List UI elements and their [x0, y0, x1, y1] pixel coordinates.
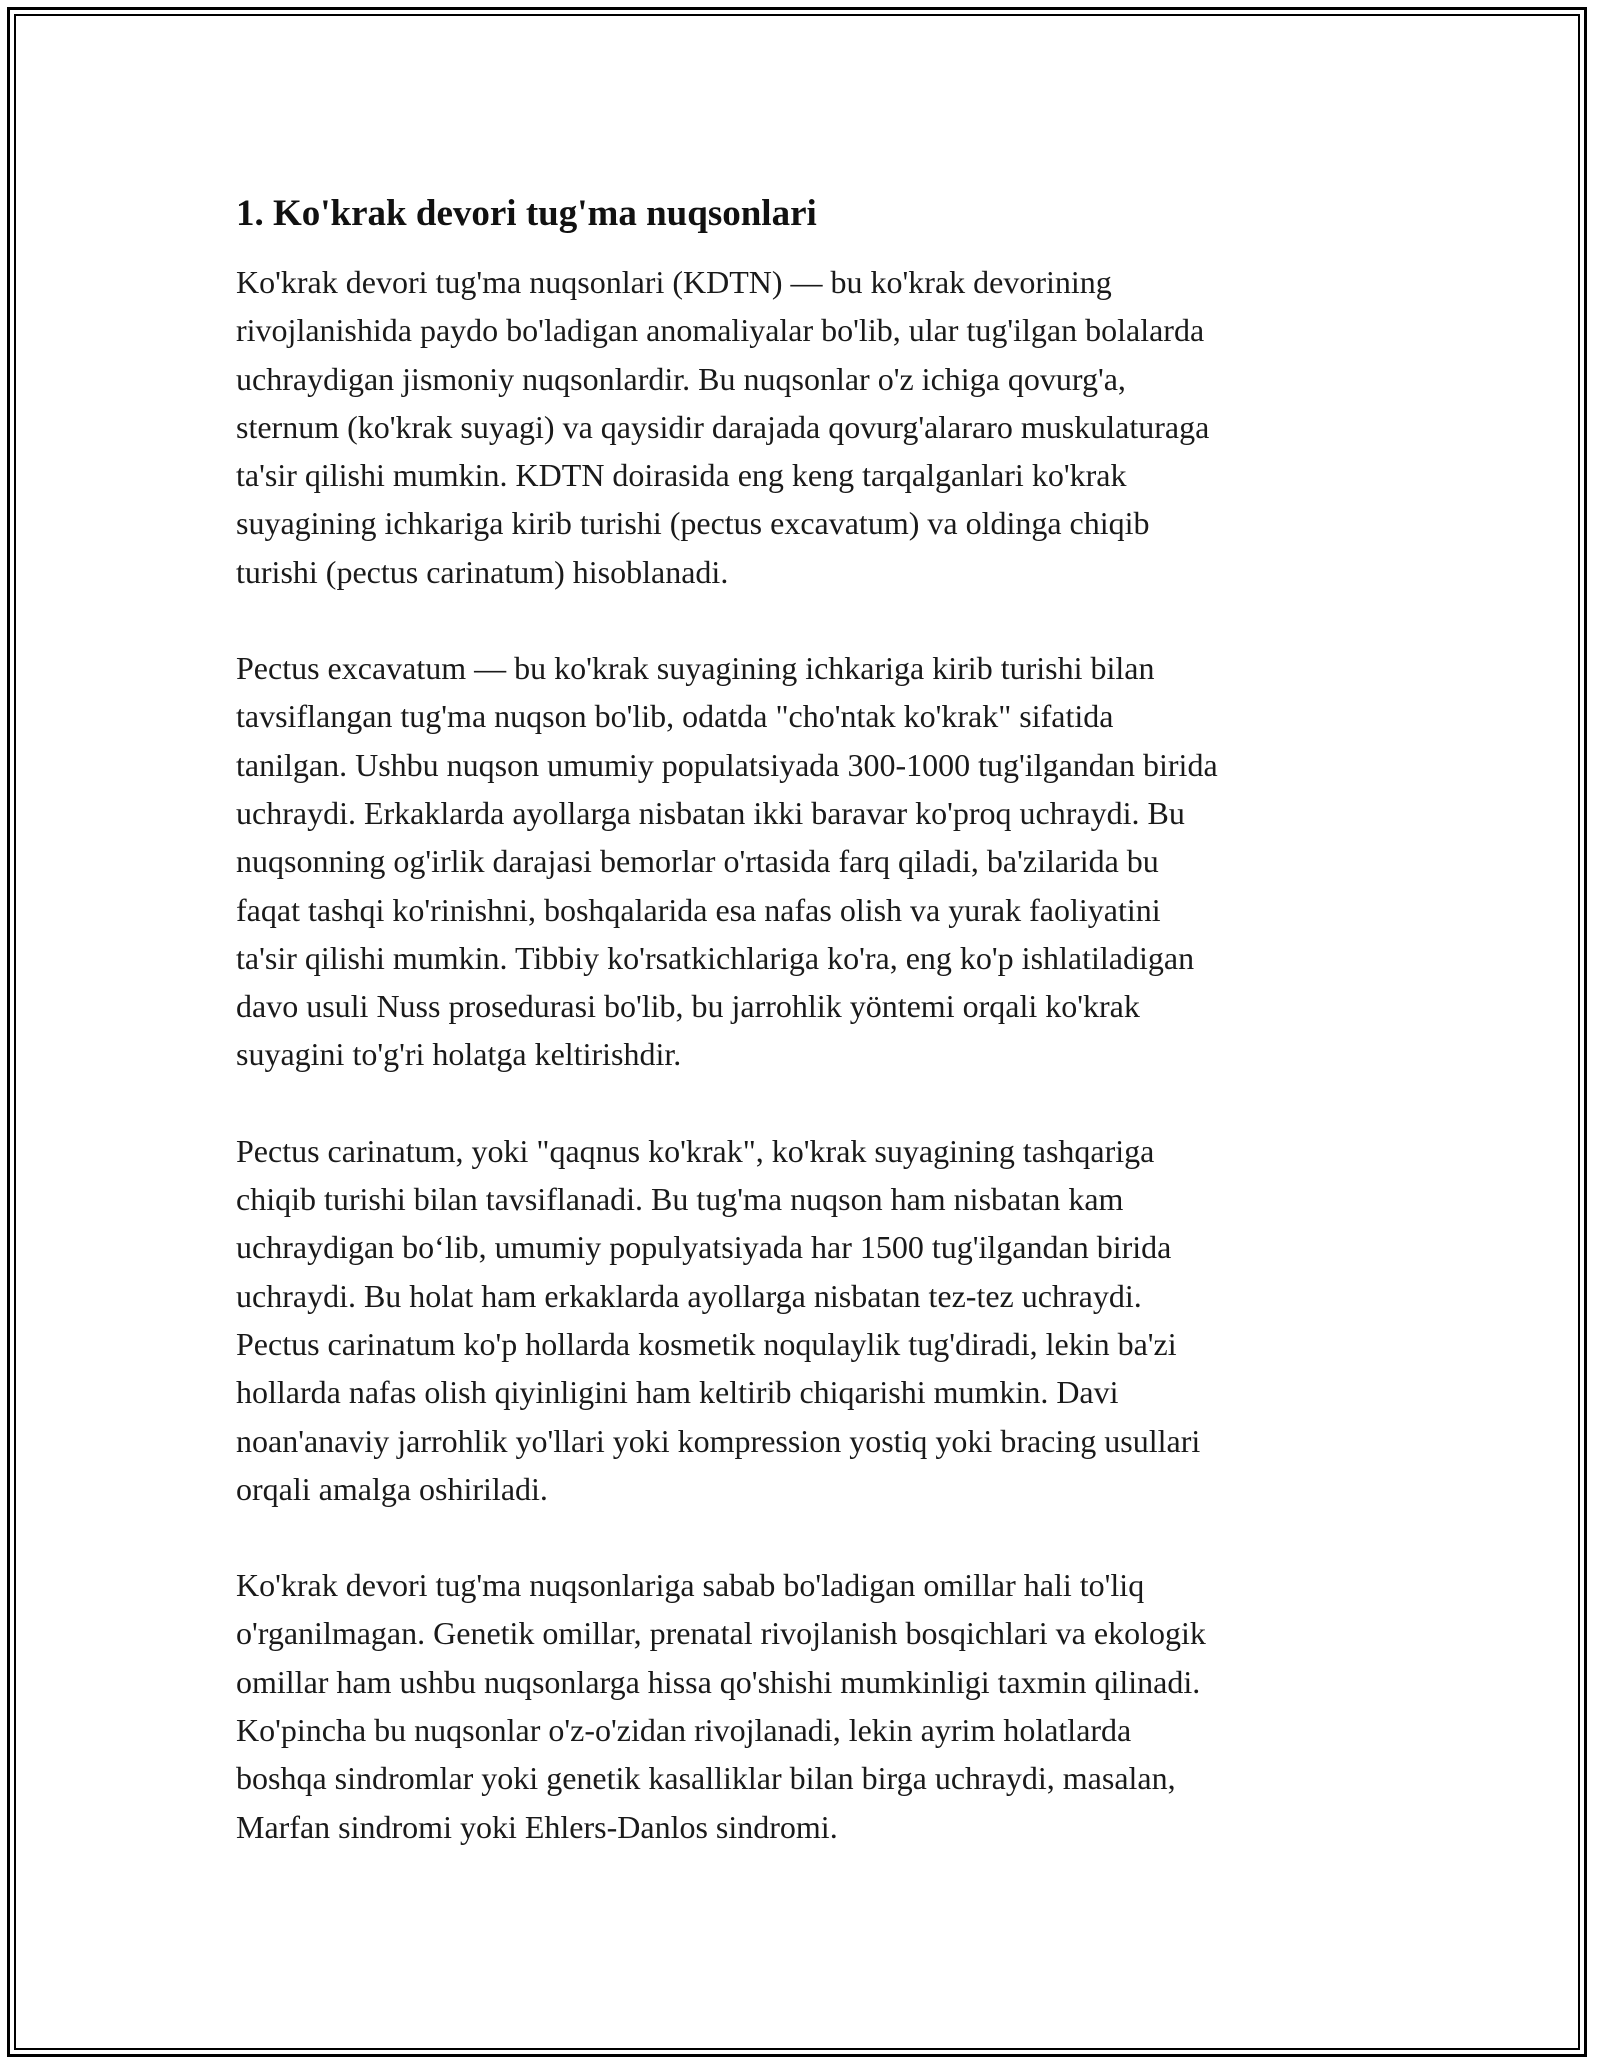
- text-line: o'rganilmagan. Genetik omillar, prenatal rivojlanish bosqichlari va ekologik: [236, 1615, 1206, 1652]
- text-line: boshqa sindromlar yoki genetik kasalliklar bilan birga uchraydi, masalan,: [236, 1760, 1176, 1797]
- text-line: Ko'krak devori tug'ma nuqsonlariga sabab bo'ladigan omillar hali to'liq: [236, 1567, 1145, 1604]
- paragraph-causes: [236, 1561, 1376, 1851]
- text-line: tavsiflangan tug'ma nuqson bo'lib, odatda "cho'ntak ko'krak" sifatida: [236, 698, 1114, 735]
- text-line: sternum (ko'krak suyagi) va qaysidir darajada qovurg'alararo muskulaturaga: [236, 408, 1210, 445]
- text-line: Marfan sindromi yoki Ehlers-Danlos sindromi.: [236, 1808, 838, 1845]
- text-line: uchraydigan bo‘lib, umumiy populyatsiyada har 1500 tug'ilgandan birida: [236, 1229, 1172, 1266]
- text-line: hollarda nafas olish qiyinligini ham keltirib chiqarishi mumkin. Davi: [236, 1374, 1119, 1411]
- text-line: faqat tashqi ko'rinishni, boshqalarida esa nafas olish va yurak faoliyatini: [236, 891, 1161, 928]
- section-heading: 1. Ko'krak devori tug'ma nuqsonlari: [236, 193, 817, 234]
- text-line: uchraydi. Bu holat ham erkaklarda ayollarga nisbatan tez-tez uchraydi.: [236, 1277, 1142, 1314]
- text-line: uchraydigan jismoniy nuqsonlardir. Bu nuqsonlar o'z ichiga qovurg'a,: [236, 360, 1126, 397]
- text-line: rivojlanishida paydo bo'ladigan anomaliyalar bo'lib, ular tug'ilgan bolalarda: [236, 312, 1205, 349]
- text-line: ta'sir qilishi mumkin. Tibbiy ko'rsatkichlariga ko'ra, eng ko'p ishlatiladigan: [236, 939, 1195, 976]
- text-line: tanilgan. Ushbu nuqson umumiy populatsiyada 300-1000 tug'ilgandan birida: [236, 746, 1218, 783]
- text-line: Ko'pincha bu nuqsonlar o'z-o'zidan rivojlanadi, lekin ayrim holatlarda: [236, 1712, 1132, 1749]
- paragraph-intro: [236, 258, 1376, 596]
- text-line: suyagini to'g'ri holatga keltirishdir.: [236, 1036, 682, 1073]
- text-line: Pectus carinatum ko'p hollarda kosmetik noqulaylik tug'diradi, lekin ba'zi: [236, 1325, 1177, 1362]
- text-line: omillar ham ushbu nuqsonlarga hissa qo'shishi mumkinligi taxmin qilinadi.: [236, 1663, 1201, 1700]
- text-line: noan'anaviy jarrohlik yo'llari yoki kompression yostiq yoki bracing usullari: [236, 1422, 1201, 1459]
- text-line: orqali amalga oshiriladi.: [236, 1470, 548, 1507]
- document-body: [236, 186, 1376, 1899]
- text-line: uchraydi. Erkaklarda ayollarga nisbatan ikki baravar ko'proq uchraydi. Bu: [236, 794, 1185, 831]
- text-line: suyagining ichkariga kirib turishi (pectus excavatum) va oldinga chiqib: [236, 505, 1150, 542]
- text-line: turishi (pectus carinatum) hisoblanadi.: [236, 553, 729, 590]
- text-line: Pectus excavatum — bu ko'krak suyagining ichkariga kirib turishi bilan: [236, 650, 1155, 687]
- paragraph-pectus-carinatum: [236, 1127, 1376, 1513]
- paragraph-pectus-excavatum: [236, 644, 1376, 1079]
- text-line: davo usuli Nuss prosedurasi bo'lib, bu jarrohlik yöntemi orqali ko'krak: [236, 988, 1140, 1025]
- text-line: ta'sir qilishi mumkin. KDTN doirasida eng keng tarqalganlari ko'krak: [236, 457, 1127, 494]
- text-line: chiqib turishi bilan tavsiflanadi. Bu tug'ma nuqson ham nisbatan kam: [236, 1181, 1124, 1218]
- text-line: Ko'krak devori tug'ma nuqsonlari (KDTN) — bu ko'krak devorining: [236, 264, 1112, 300]
- text-line: Pectus carinatum, yoki "qaqnus ko'krak", ko'krak suyagining tashqariga: [236, 1132, 1155, 1169]
- text-line: nuqsonning og'irlik darajasi bemorlar o'rtasida farq qiladi, ba'zilarida bu: [236, 843, 1159, 880]
